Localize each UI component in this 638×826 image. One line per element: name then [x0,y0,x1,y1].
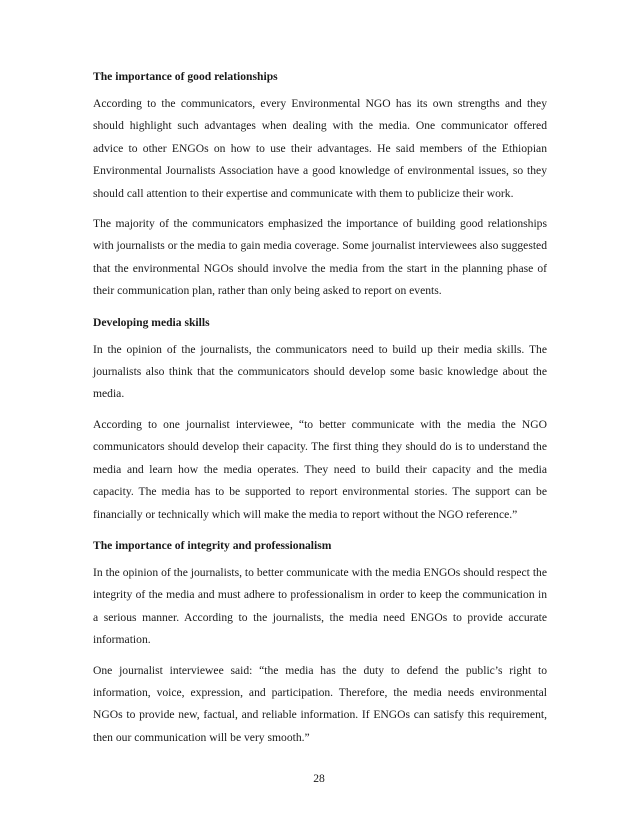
paragraph-integrity-1: In the opinion of the journalists, to better communicate with the media ENGOs should respect the integrity of the media and must adhere to professionalism in order to keep the communication in a serious manner. According to the journalists, the media need ENGOs to provide accurate information. [93,565,547,647]
paragraph-media-skills-2: According to one journalist interviewee, “to better communicate with the media the NGO communicators should develop their capacity. The first thing they should do is to understand the media and learn how the media operates. They need to build their capacity and the media capacity. The media has to be supported to report environmental stories. The support can be financially or technically which will make the media to report without the NGO reference.” [93,417,547,521]
paragraph-relationships-1: According to the communicators, every Environmental NGO has its own strengths and they should highlight such advantages when dealing with the media. One communicator offered advice to other ENGOs on how to use their advantages. He said members of the Ethiopian Environmental Journalists Association have a good knowledge of environmental issues, so they should call attention to their expertise and communicate with them to publicize their work. [93,97,547,200]
section-heading-media-skills: Developing media skills [93,315,210,329]
page-number: 28 [313,772,325,785]
section-heading-relationships: The importance of good relationships [93,70,278,83]
paragraph-relationships-2: The majority of the communicators emphasized the importance of building good relationships with journalists or the media to gain media coverage. Some journalist interviewees also suggested that the environmental NGOs should involve the media from the start in the planning phase of their communication plan, rather than only being asked to report on events. [93,217,547,298]
paragraph-media-skills-1: In the opinion of the journalists, the communicators need to build up their media skills. The journalists also think that the communicators should develop some basic knowledge about the media. [93,342,547,401]
paragraph-integrity-2: One journalist interviewee said: “the media has the duty to defend the public’s right to information, voice, expression, and participation. Therefore, the media needs environmental NGOs to provide new, factual, and reliable information. If ENGOs can satisfy this requirement, then our communication will be very smooth.” [93,663,547,744]
section-heading-integrity: The importance of integrity and professionalism [93,538,332,552]
